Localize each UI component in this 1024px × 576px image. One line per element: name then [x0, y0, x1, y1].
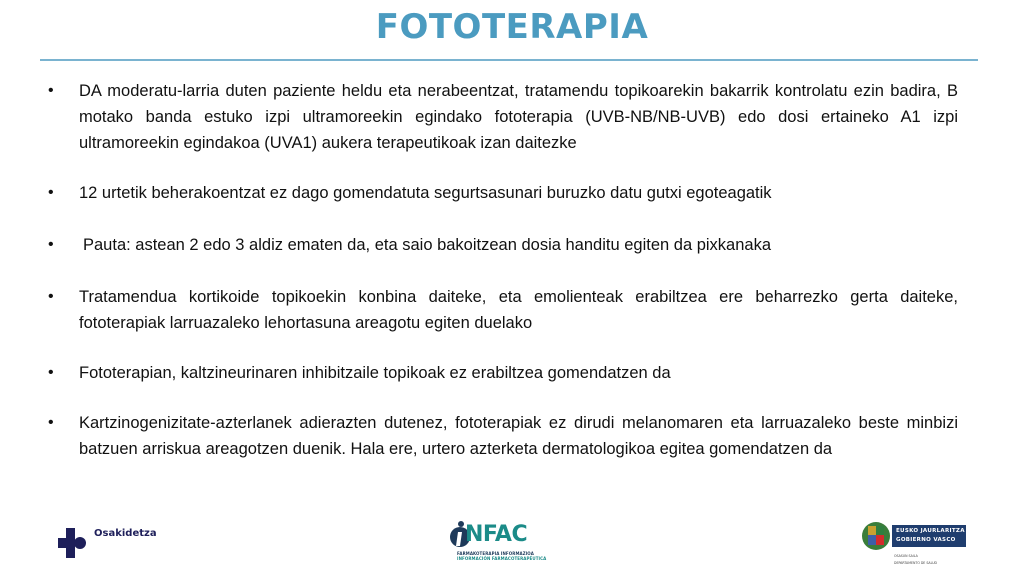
bullet-item	[46, 180, 958, 206]
gv-dept-eu: OSASUN SAILA	[894, 554, 918, 558]
coat-of-arms-icon	[862, 521, 890, 551]
bullet-item	[46, 410, 958, 462]
bullet-text: Kartzinogenizitate-azterlanek adierazten dutenez, fototerapiak ez dirudi melanomaren eta larruazaleko beste minbizi batzuen arriskua areagotzen duenik. Hala ere, urtero azterketa dermatologikoa egitea gomendatzen da	[79, 414, 958, 458]
bullet-marker: •	[48, 184, 54, 201]
infac-wordmark: NFAC	[465, 522, 528, 547]
osakidetza-logo	[58, 528, 158, 558]
bullet-item	[46, 360, 958, 386]
gobierno-vasco-logo	[862, 521, 972, 567]
bullet-marker: •	[48, 82, 54, 99]
bullet-text: Pauta: astean 2 edo 3 aldiz ematen da, eta saio bakoitzean dosia handitu egiten da pixkanaka	[83, 236, 771, 254]
infac-logo	[449, 520, 547, 562]
bullet-text: Tratamendua kortikoide topikoekin konbina daiteke, eta emolienteak erabiltzea ere beharrezko gerta daiteke, fototerapiak larruazaleko lehortasuna areagotu egiten duelako	[79, 288, 958, 332]
infac-subtitle-eu: FARMAKOTERAPIA INFORMAZIOA	[457, 551, 534, 556]
bullet-marker: •	[48, 288, 54, 305]
bullet-text: DA moderatu-larria duten paziente heldu eta nerabeentzat, tratamendu topikoarekin bakarrik kontrolatu ezin badira, B motako banda estuko izpi ultramoreekin egindako fototerapia (UVB-NB/NB-UVB) edo dosi ertaineko A1 izpi ultramoreekin egindakoa (UVA1) aukera terapeutikoak izan daitezke	[79, 82, 958, 152]
title-divider	[40, 59, 978, 61]
osakidetza-cross-icon	[58, 528, 90, 558]
osakidetza-wordmark: Osakidetza	[94, 528, 157, 539]
bullet-marker: •	[48, 364, 54, 381]
gv-name-eu: EUSKO JAURLARITZA	[896, 528, 965, 534]
slide-title: FOTOTERAPIA	[375, 7, 649, 47]
bullet-item	[46, 78, 958, 156]
bullet-marker: •	[48, 414, 54, 431]
gobierno-vasco-band	[892, 525, 966, 547]
bullet-list	[46, 78, 958, 462]
bullet-item	[46, 232, 958, 258]
bullet-marker: •	[48, 236, 54, 253]
gv-dept-es: DEPARTAMENTO DE SALUD	[894, 561, 937, 565]
infac-subtitle-es: INFORMACIÓN FARMACOTERAPÉUTICA	[457, 556, 547, 561]
gv-name-es: GOBIERNO VASCO	[896, 537, 956, 543]
bullet-text: Fototerapian, kaltzineurinaren inhibitzaile topikoak ez erabiltzea gomendatzen da	[79, 364, 671, 382]
bullet-text: 12 urtetik beherakoentzat ez dago gomendatuta segurtsasunari buruzko datu gutxi egoteagatik	[79, 184, 772, 202]
bullet-item	[46, 284, 958, 336]
